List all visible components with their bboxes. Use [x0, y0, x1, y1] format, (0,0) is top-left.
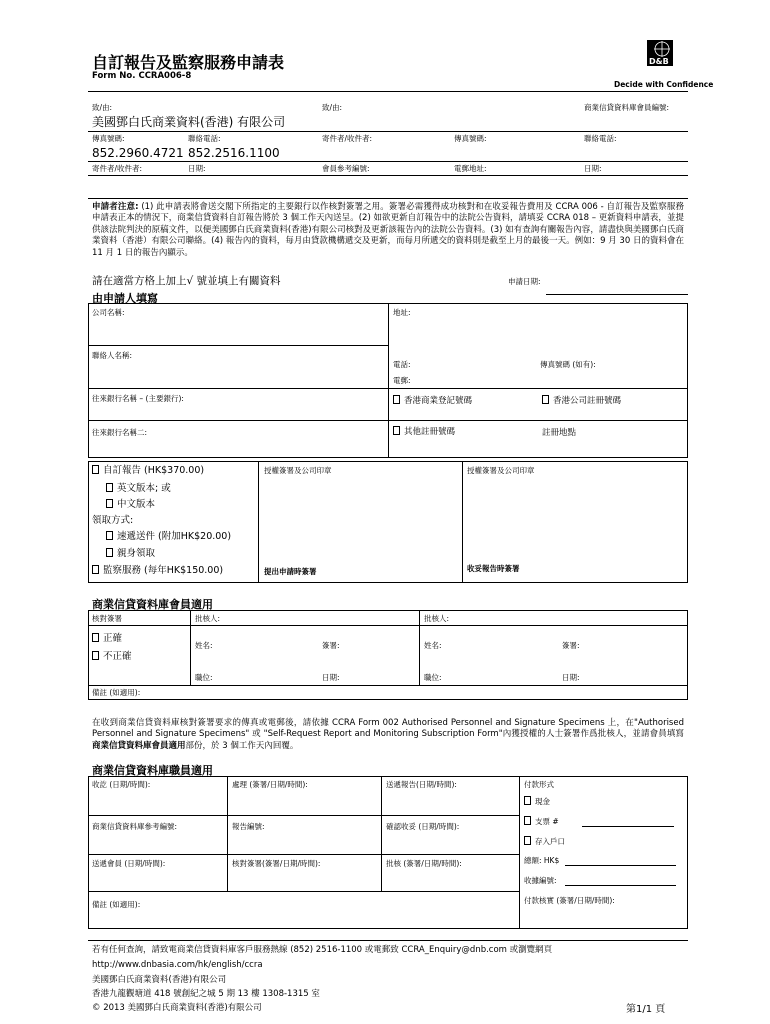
- post-label-2: 職位:: [424, 673, 442, 682]
- payment-verify-label: 付款核實 (簽署/日期/時間):: [524, 896, 615, 905]
- phone-label: 聯絡電話:: [188, 134, 221, 143]
- member-use-title: 商業信貸資料庫會員適用: [92, 598, 213, 611]
- courier-option[interactable]: 速遞送件 (附加HK$20.00): [106, 531, 231, 544]
- processed-label: 處理 (簽署/日期/時間):: [232, 780, 308, 789]
- email-label-applicant: 電郵:: [393, 376, 411, 385]
- sent-report-label: 送遞報告(日期/時間):: [386, 780, 457, 789]
- signature-label: 簽署:: [322, 641, 340, 650]
- tel-label: 電話:: [393, 360, 411, 369]
- logo-text: D&B: [649, 57, 669, 66]
- to-from-label: 致/由:: [92, 103, 113, 112]
- checkbox-icon[interactable]: [524, 796, 531, 805]
- footer-company: 美國鄧白氏商業資料(香港)有限公司: [92, 975, 227, 985]
- staff-remarks-label: 備註 (如適用):: [92, 900, 141, 909]
- verify-signature-label: 核對簽署: [92, 614, 122, 623]
- sent-member-label: 送遞會員 (日期/時間):: [92, 859, 166, 868]
- reg-place-label: 註冊地點: [542, 428, 577, 438]
- member-number-label: 商業信貸資料庫會員編號:: [584, 103, 670, 112]
- checkbox-icon[interactable]: [393, 395, 400, 404]
- auth-signature-label-2: 授權簽署及公司印章: [467, 466, 535, 475]
- hk-biz-reg-option[interactable]: 香港商業登記號碼: [393, 395, 472, 407]
- incorrect-option[interactable]: 不正確: [92, 651, 132, 664]
- member-note: 在收到商業信貸資料庫核對簽署要求的傳真或電郵後，請依據 CCRA Form 002 Authorised Personnel and Signature Specimens 上，在"Authorised Personnel and Signature Specimens" 或 "Self-Request Report and Monitoring Subscription Form"內獲授權的人士簽署作爲批核人，並請會員填寫商業信貸資料庫會員適用部份，於 3 個工作天內回覆。: [92, 718, 684, 751]
- sender-recipient-label: 寄件者/收件者:: [322, 134, 373, 143]
- tagline: Decide with Confidence: [614, 80, 714, 89]
- approve-label: 批核 (簽署/日期/時間):: [386, 859, 462, 868]
- phone-label-2: 聯絡電話:: [584, 134, 617, 143]
- post-label: 職位:: [195, 673, 213, 682]
- bank1-label: 往來銀行名稱 – (主要銀行):: [92, 394, 184, 403]
- remarks-label: 備註 (如適用):: [92, 688, 141, 697]
- fax-label-2: 傳真號碼:: [454, 134, 487, 143]
- deposit-option[interactable]: 存入戶口: [524, 836, 565, 847]
- auth-signature-label: 授權簽署及公司印章: [264, 466, 332, 475]
- to-from-label-2: 致/由:: [322, 103, 343, 112]
- checkbox-icon[interactable]: [106, 531, 113, 540]
- checkbox-icon[interactable]: [542, 395, 549, 404]
- confirm-received-label: 確認收妥 (日期/時間):: [386, 822, 460, 831]
- footer-copyright: © 2013 美國鄧白氏商業資料(香港)有限公司: [92, 1003, 262, 1013]
- notice-lead: 申請者注意:: [92, 202, 139, 212]
- staff-use-title: 商業信貸資料庫職員適用: [92, 764, 213, 777]
- applicant-notice: [92, 202, 684, 259]
- date-label-2: 日期:: [584, 164, 602, 173]
- name-label: 姓名:: [195, 641, 213, 650]
- payment-method-label: 付款形式: [524, 780, 554, 789]
- footer-contact: 若有任何查詢，請致電商業信貸資料庫客戶服務熱線 (852) 2516-1100 或電郵致 CCRA_Enquiry@dnb.com 或瀏覽網頁: [92, 945, 553, 955]
- phone-value: 852.2516.1100: [188, 146, 280, 160]
- collect-method-label: 領取方式:: [92, 515, 134, 526]
- tick-instruction: 請在適當方格上加上√ 號並填上有關資料: [92, 275, 281, 287]
- sign-on-receive-label: 收妥報告時簽署: [467, 564, 520, 573]
- verify-signature-staff-label: 核對簽署(簽署/日期/時間):: [232, 859, 321, 868]
- checkbox-icon[interactable]: [524, 816, 531, 825]
- checkbox-icon[interactable]: [524, 836, 531, 845]
- receipt-number-label: 收據編號:: [524, 876, 557, 885]
- self-collect-option[interactable]: 親身領取: [106, 548, 155, 561]
- chinese-version-option[interactable]: 中文版本: [106, 499, 155, 512]
- page-number: 第1/1 頁: [626, 1004, 666, 1015]
- form-title: 自訂報告及監察服務申請表: [92, 53, 285, 72]
- checkbox-icon[interactable]: [92, 633, 99, 642]
- monitoring-option[interactable]: 監察服務 (每年HK$150.00): [92, 565, 223, 578]
- checkbox-icon[interactable]: [106, 499, 113, 508]
- english-version-option[interactable]: 英文版本; 或: [106, 483, 171, 496]
- cheque-option[interactable]: 支票 #: [524, 816, 559, 827]
- received-label: 收訖 (日期/時間):: [92, 780, 151, 789]
- checkbox-icon[interactable]: [92, 651, 99, 660]
- ref-number-label: 商業信貸資料庫參考編號:: [92, 822, 178, 831]
- company-name: 美國鄧白氏商業資料(香港) 有限公司: [92, 115, 286, 129]
- footer-url[interactable]: http://www.dnbasia.com/hk/english/ccra: [92, 960, 263, 970]
- apply-date-label: 申請日期:: [508, 277, 541, 286]
- checkbox-icon[interactable]: [92, 465, 99, 474]
- date-label-member-2: 日期:: [562, 673, 580, 682]
- footer-address: 香港九龍觀塘道 418 號創紀之城 5 期 13 樓 1308-1315 室: [92, 989, 320, 999]
- approver-label: 批核人:: [195, 614, 221, 623]
- company-name-label: 公司名稱:: [92, 308, 125, 317]
- cash-option[interactable]: 現金: [524, 796, 550, 807]
- sign-on-apply-label: 提出申請時簽署: [264, 567, 317, 576]
- signature-label-2: 簽署:: [562, 641, 580, 650]
- hk-company-reg-option[interactable]: 香港公司註冊號碼: [542, 395, 621, 407]
- date-label: 日期:: [188, 164, 206, 173]
- fax-label: 傳真號碼:: [92, 134, 125, 143]
- bank2-label: 往來銀行名稱二:: [92, 428, 148, 437]
- checkbox-icon[interactable]: [106, 548, 113, 557]
- email-label: 電郵地址:: [454, 164, 487, 173]
- sender-recipient-label-2: 寄件者/收件者:: [92, 164, 143, 173]
- total-label: 總額: HK$: [524, 856, 560, 865]
- applicant-section-title: 由申請人填寫: [92, 292, 158, 305]
- other-reg-option[interactable]: 其他註冊號碼: [393, 426, 455, 438]
- address-label: 地址:: [393, 308, 411, 317]
- checkbox-icon[interactable]: [106, 483, 113, 492]
- checkbox-icon[interactable]: [92, 565, 99, 574]
- notice-text: (1) 此申請表將會送交閣下所指定的主要銀行以作核對簽署之用。簽署必需獲得成功核對和在收妥報告費用及 CCRA 006 - 自訂報告及監察服務申請表正本的情況下，商業信貸資料自訂報告將於 3 個工作天內送呈。(2) 如欲更新自訂報告中的法院公告資料，請填妥 CCRA 018 – 更新資料申請表，並提供該法院判決的原稿文件，以便美國鄧白氏商業資料(香港)有限公司核對及更新該報告內的法院公告資料。(3) 如有查詢有關報告內容，請盡快與美國鄧白氏商業資料（香港）有限公司聯絡。(4) 報告內的資料，每月由貸款機構遞交及更新，而每月所遞交的資料則是截至上月的最後一天。例如：9 月 30 日的資料會在 11 月 1 日的報告內顯示。: [92, 202, 684, 258]
- member-ref-label: 會員參考編號:: [322, 164, 370, 173]
- name-label-2: 姓名:: [424, 641, 442, 650]
- date-label-member: 日期:: [322, 673, 340, 682]
- fax-value: 852.2960.4721: [92, 146, 184, 160]
- approver-label-2: 批核人:: [424, 614, 450, 623]
- custom-report-option[interactable]: 自訂報告 (HK$370.00): [92, 465, 204, 478]
- contact-name-label: 聯絡人名稱:: [92, 351, 133, 360]
- report-number-label: 報告編號:: [232, 822, 265, 831]
- form-number: Form No. CCRA006-8: [92, 71, 192, 81]
- fax-optional-label: 傳真號碼 (如有):: [540, 360, 596, 369]
- member-note-bold: 商業信貸資料庫會員適用: [92, 740, 186, 751]
- checkbox-icon[interactable]: [393, 426, 400, 435]
- correct-option[interactable]: 正確: [92, 633, 122, 646]
